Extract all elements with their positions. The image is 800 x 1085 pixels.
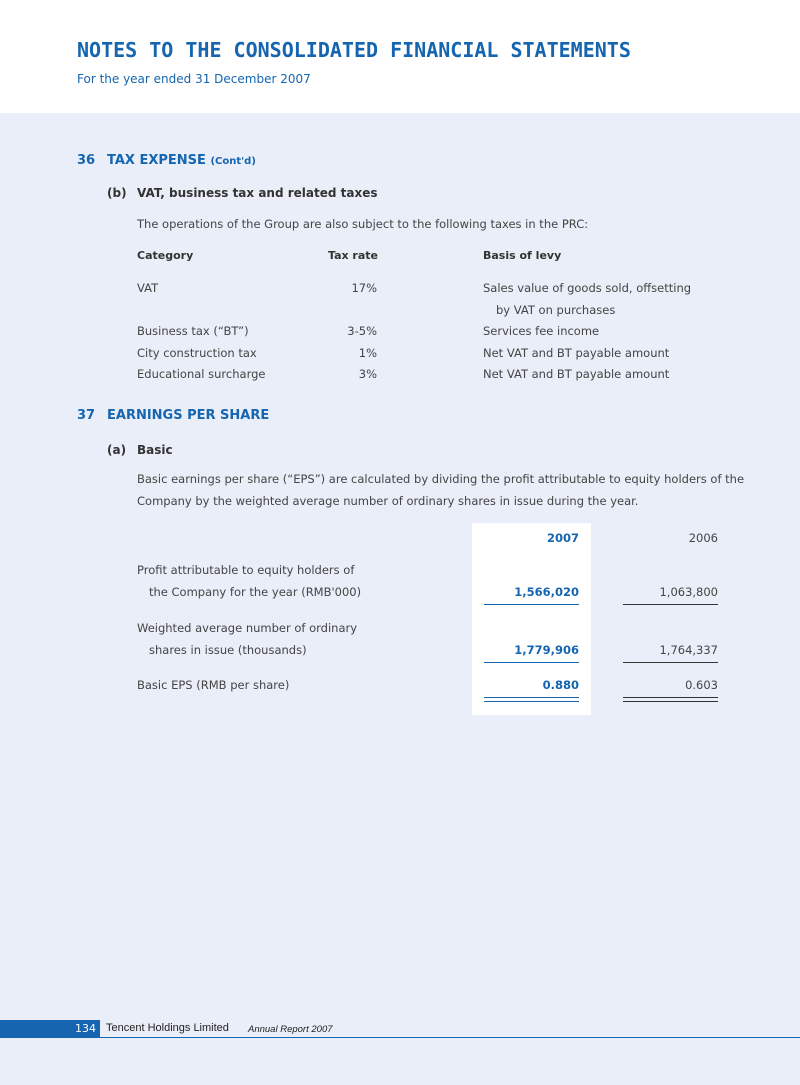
total-rule-upper [484,697,579,698]
document-title: NOTES TO THE CONSOLIDATED FINANCIAL STATEMENTS [77,38,631,62]
eps-value-2007: 1,779,906 [514,643,579,657]
page-header [0,0,800,113]
tax-row-rate: 1% [358,346,377,360]
eps-paragraph-line2: Company by the weighted average number of ordinary shares in issue during the year. [137,494,639,508]
tax-header-basis: Basis of levy [483,249,562,262]
eps-value-2006: 1,764,337 [659,643,718,657]
tax-row-category: Educational surcharge [137,367,266,381]
eps-value-2006: 1,063,800 [659,585,718,599]
subsection-b-label: (b) [107,186,127,200]
tax-row-rate: 3% [358,367,377,381]
section-37-title: EARNINGS PER SHARE [107,408,270,423]
eps-paragraph-line1: Basic earnings per share (“EPS”) are calculated by dividing the profit attributable to equity holders of the [137,472,745,486]
tax-row-basis: Sales value of goods sold, offsetting [483,281,692,295]
eps-row-label: Weighted average number of ordinary [137,621,358,635]
tax-intro-text: The operations of the Group are also subject to the following taxes in the PRC: [137,217,589,231]
tax-row-basis: Net VAT and BT payable amount [483,367,670,381]
page-number: 134 [0,1020,100,1037]
tax-row-rate: 17% [351,281,377,295]
footer-company: Tencent Holdings Limited [106,1022,229,1034]
tax-header-category: Category [137,249,194,262]
eps-value-2007: 1,566,020 [514,585,579,599]
eps-year-prior: 2006 [688,531,718,545]
section-37-number: 37 [77,408,96,423]
tax-row-basis: Services fee income [483,324,600,338]
tax-row-category: Business tax (“BT”) [137,324,249,338]
total-rule-upper [623,697,718,698]
section-36-title [107,153,256,168]
eps-row-label: Profit attributable to equity holders of [137,563,355,577]
tax-row-category: City construction tax [137,346,257,360]
total-rule-lower [623,701,718,702]
tax-row-rate: 3-5% [347,324,377,338]
subsection-a-title: Basic [137,443,173,457]
tax-header-rate: Tax rate [328,249,378,262]
tax-row-basis-cont: by VAT on purchases [496,303,616,317]
eps-row-label-cont: shares in issue (thousands) [149,643,307,657]
eps-year-current: 2007 [546,531,579,545]
section-36-cont: (Cont'd) [210,156,256,167]
tax-row-category: VAT [137,281,159,295]
section-36-title-text: TAX EXPENSE [107,153,206,168]
document-subtitle: For the year ended 31 December 2007 [77,72,311,86]
subtotal-rule [623,604,718,605]
eps-row-label-cont: the Company for the year (RMB'000) [149,585,362,599]
section-36-number: 36 [77,153,96,168]
total-rule-lower [484,701,579,702]
subtotal-rule [623,662,718,663]
subsection-b-title: VAT, business tax and related taxes [137,186,378,200]
eps-row-label: Basic EPS (RMB per share) [137,678,290,692]
footer-report: Annual Report 2007 [248,1024,333,1035]
subtotal-rule [484,604,579,605]
eps-value-2007: 0.880 [542,678,579,692]
subsection-a-label: (a) [107,443,127,457]
eps-value-2006: 0.603 [685,678,718,692]
subtotal-rule [484,662,579,663]
tax-row-basis: Net VAT and BT payable amount [483,346,670,360]
